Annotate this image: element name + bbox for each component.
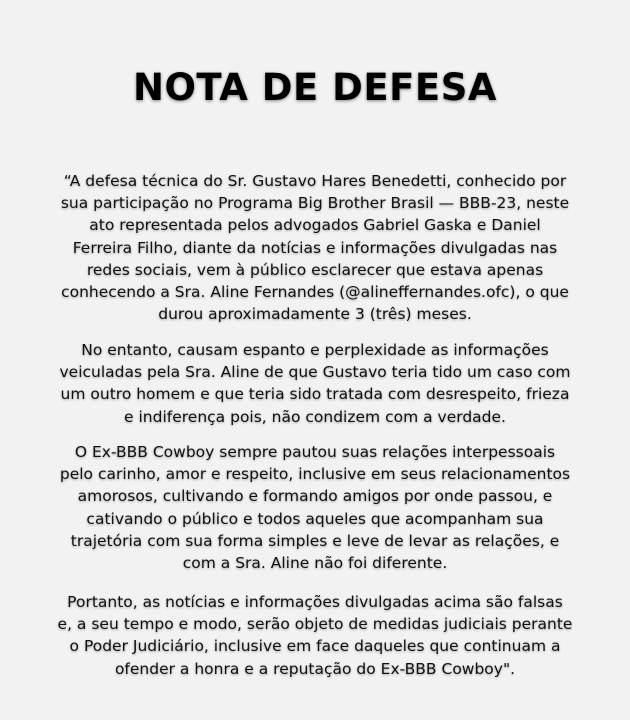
paragraph-line: com a Sra. Aline não foi diferente. [182, 554, 448, 573]
paragraph-line: Portanto, as notícias e informações divulgadas acima são falsas [67, 593, 563, 611]
paragraph-intro [30, 170, 600, 325]
paragraph-line: ato representada pelos advogados Gabriel Gaska e Daniel [89, 216, 541, 235]
paragraph-line: Ferreira Filho, diante da notícias e informações divulgadas nas [72, 238, 558, 257]
paragraph-line: durou aproximadamente 3 (três) meses. [158, 305, 472, 324]
paragraph-rebuttal [30, 339, 600, 428]
paragraph-line: ofender a honra e a reputação do Ex-BBB Cowboy". [114, 659, 516, 678]
paragraph-line: um outro homem e que teria sido tratada com desrespeito, frieza [60, 385, 570, 404]
paragraph-line: trajetória com sua forma simples e leve de levar as relações, e [70, 531, 560, 550]
paragraph-line: amorosos, cultivando e formando amigos por onde passou, e [77, 487, 553, 506]
paragraph-line: e indiferença pois, não condizem com a verdade. [124, 407, 506, 426]
paragraph-line: conhecendo a Sra. Aline Fernandes (@alineffernandes.ofc), o que [61, 283, 569, 302]
paragraph-line: pelo carinho, amor e respeito, inclusive em seus relacionamentos [59, 465, 571, 484]
paragraph-line: O Ex-BBB Cowboy sempre pautou suas relações interpessoais [74, 443, 556, 461]
paragraph-line: sua participação no Programa Big Brother Brasil — BBB-23, neste [60, 194, 570, 213]
paragraph-line: e, a seu tempo e modo, serão objeto de medidas judiciais perante [57, 615, 573, 634]
paragraph-line: veiculadas pela Sra. Aline de que Gustavo teria tido um caso com [59, 363, 571, 382]
paragraph-line: “A defesa técnica do Sr. Gustavo Hares Benedetti, conhecido por [63, 172, 567, 190]
paragraph-line: cativando o público e todos aqueles que acompanham sua [86, 509, 544, 528]
paragraph-character [30, 441, 600, 574]
paragraph-line: o Poder Judiciário, inclusive em face daqueles que continuam a [69, 637, 561, 656]
paragraph-conclusion [30, 591, 600, 680]
paragraph-line: redes sociais, vem à público esclarecer que estava apenas [86, 260, 544, 279]
paragraph-line: No entanto, causam espanto e perplexidade as informações [81, 341, 549, 359]
page-title: NOTA DE DEFESA [133, 66, 497, 109]
